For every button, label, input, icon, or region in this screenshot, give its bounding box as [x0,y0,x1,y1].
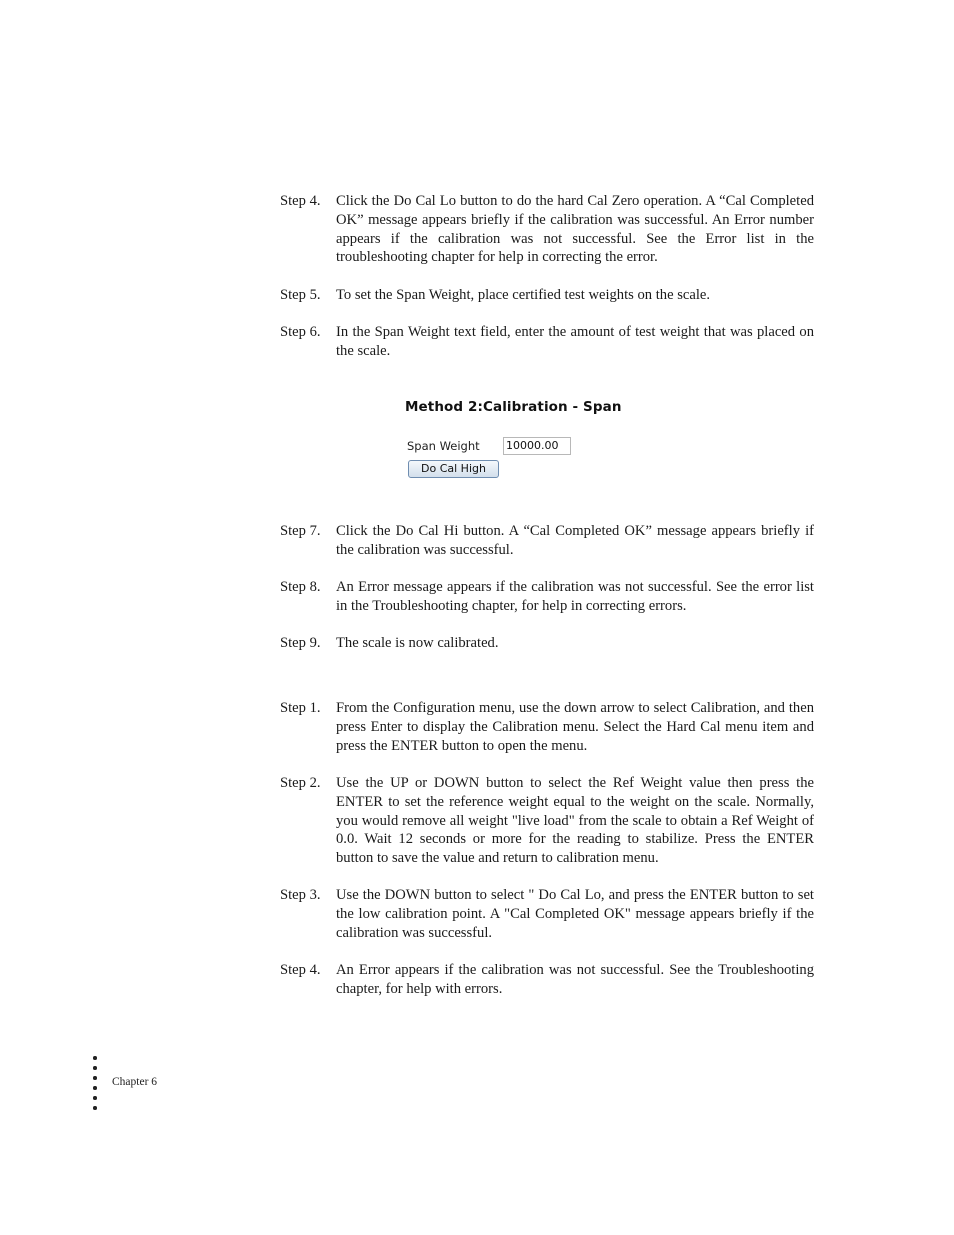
step-item [280,522,820,560]
do-cal-high-button[interactable]: Do Cal High [408,460,499,478]
step-text: Click the Do Cal Hi button. A “Cal Completed OK” message appears briefly if the calibration was successful. [336,523,814,558]
footer-dots-decoration [93,1056,98,1117]
step-item [280,886,820,942]
step-item [280,578,820,616]
step-text: To set the Span Weight, place certified test weights on the scale. [336,287,711,303]
step-number: Step 5. [280,287,321,303]
step-item [280,634,820,653]
step-item [280,323,820,361]
step-text: Click the Do Cal Lo button to do the hard Cal Zero operation. A “Cal Completed OK” message appears briefly if the calibration was successful. An Error number appears if the calibration was not successful. See the Error list in the troubleshooting chapter for help in correcting the error. [336,193,814,266]
step-item [280,286,820,305]
panel-title: Method 2:Calibration - Span [405,399,622,415]
step-number: Step 6. [280,324,321,340]
step-number: Step 2. [280,775,321,791]
step-text: An Error message appears if the calibration was not successful. See the error list in the Troubleshooting chapter, for help in correcting errors. [336,579,814,614]
step-number: Step 3. [280,887,321,903]
step-number: Step 1. [280,700,321,716]
footer-chapter-label: Chapter 6 [112,1076,158,1088]
step-number: Step 8. [280,579,321,595]
span-weight-label: Span Weight [407,439,480,453]
step-number: Step 9. [280,635,321,651]
step-text: From the Configuration menu, use the down arrow to select Calibration, and then press Enter to display the Calibration menu. Select the Hard Cal menu item and press the ENTER button to open the menu. [336,700,814,754]
calibration-span-panel [405,399,665,485]
step-number: Step 4. [280,962,321,978]
step-item [280,192,820,267]
step-number: Step 4. [280,193,321,209]
step-text: Use the UP or DOWN button to select the Ref Weight value then press the ENTER to set the reference weight equal to the weight on the scale. Normally, you would remove all weight "live load" from the scale to obtain a Ref Weight of 0.0. Wait 12 seconds or more for the reading to stabilize. Press the ENTER button to save the value and return to calibration menu. [336,775,814,867]
step-item [280,774,820,868]
step-text: In the Span Weight text field, enter the amount of test weight that was placed on the scale. [336,324,814,359]
step-item [280,699,820,755]
step-text: An Error appears if the calibration was not successful. See the Troubleshooting chapter, for help with errors. [336,962,814,997]
step-text: The scale is now calibrated. [336,635,499,651]
span-weight-input[interactable]: 10000.00 [503,437,571,455]
step-number: Step 7. [280,523,321,539]
step-text: Use the DOWN button to select " Do Cal Lo, and press the ENTER button to set the low calibration point. A "Cal Completed OK" message appears briefly if the calibration was successful. [336,887,814,941]
step-item [280,961,820,999]
